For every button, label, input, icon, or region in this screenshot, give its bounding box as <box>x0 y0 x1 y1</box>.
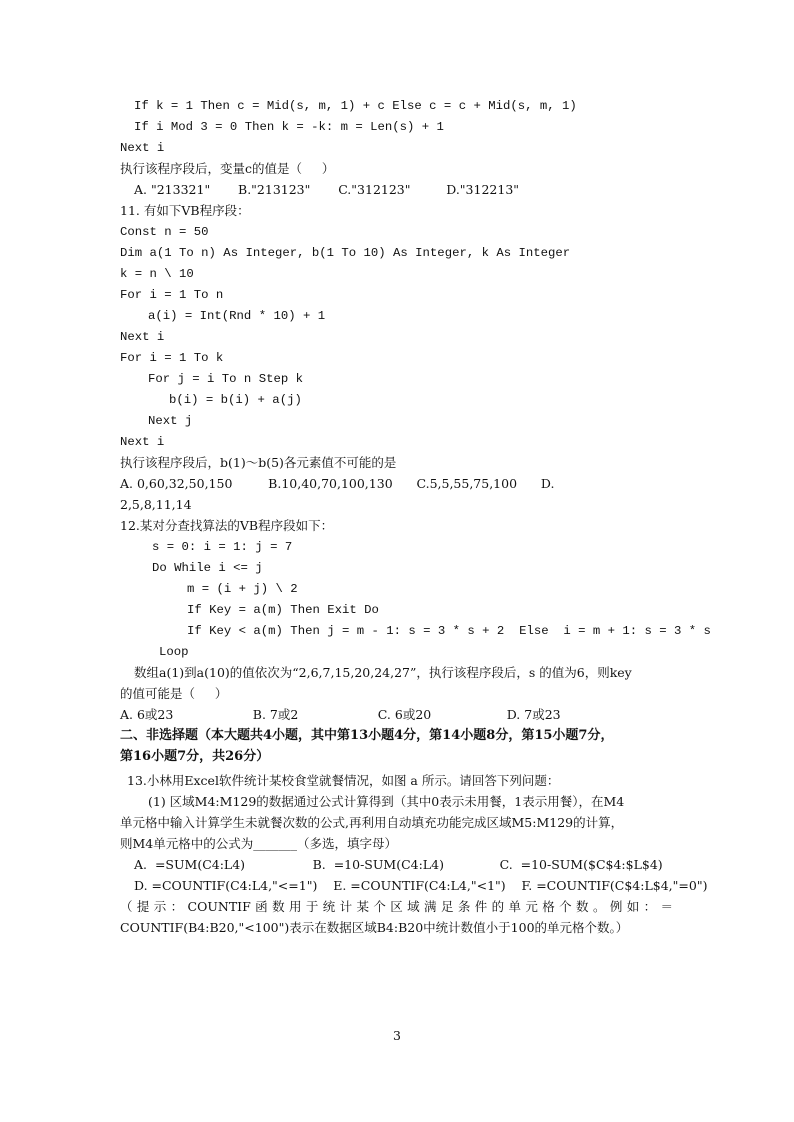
code-line: If Key < a(m) Then j = m - 1: s = 3 * s + 2 Else i = m + 1: s = 3 * s <box>187 624 711 638</box>
answer-options: A. 0,60,32,50,150 B.10,40,70,100,130 C.5,5,55,75,100 D. <box>120 476 555 491</box>
code-line: s = 0: i = 1: j = 7 <box>152 540 293 554</box>
code-line: Do While i <= j <box>152 561 263 575</box>
code-line: b(i) = b(i) + a(j) <box>169 393 302 407</box>
code-line: If k = 1 Then c = Mid(s, m, 1) + c Else c = c + Mid(s, m, 1) <box>134 99 577 113</box>
hint-text: （提示：COUNTIF函数用于统计某个区域满足条件的单元格个数。例如：＝ <box>120 899 673 914</box>
section-heading: 第16小题7分，共26分） <box>120 749 270 764</box>
code-line: For j = i To n Step k <box>148 372 303 386</box>
section-heading: 二、非选择题（本大题共4小题，其中第13小题4分，第14小题8分，第15小题7分， <box>120 728 614 743</box>
question-stem: 数组a(1)到a(10)的值依次为“2,6,7,15,20,24,27”，执行该程序段后，s 的值为6，则key <box>134 665 632 680</box>
code-line: a(i) = Int(Rnd * 10) + 1 <box>148 309 326 323</box>
hint-text: COUNTIF(B4:B20,"<100")表示在数据区域B4:B20中统计数值小于100的单元格个数。） <box>120 920 629 935</box>
page-number: 3 <box>393 1028 401 1043</box>
code-line: Const n = 50 <box>120 225 209 239</box>
question-title: 12.某对分查找算法的VB程序段如下： <box>120 518 334 533</box>
code-line: If Key = a(m) Then Exit Do <box>187 603 379 617</box>
answer-options: A. "213321" B."213123" C."312123" D."312213" <box>134 182 520 197</box>
question-stem: 执行该程序段后，变量c的值是（ ） <box>120 161 335 176</box>
code-line: For i = 1 To n <box>120 288 224 302</box>
code-line: Next i <box>120 141 165 155</box>
question-title: 13.小林用Excel软件统计某校食堂就餐情况，如图 a 所示。请回答下列问题： <box>127 773 560 788</box>
answer-options: A. =SUM(C4:L4) B. =10-SUM(C4:L4) C. =10-SUM($C$4:$L$4) <box>134 857 663 872</box>
answer-options: 2,5,8,11,14 <box>120 497 192 512</box>
code-line: If i Mod 3 = 0 Then k = -k: m = Len(s) + 1 <box>134 120 444 134</box>
code-line: Next i <box>120 435 165 449</box>
code-line: Loop <box>159 645 189 659</box>
question-stem: 则M4单元格中的公式为_______（多选，填字母） <box>120 836 398 851</box>
code-line: Dim a(1 To n) As Integer, b(1 To 10) As Integer, k As Integer <box>120 246 571 260</box>
answer-options: A. 6或23 B. 7或2 C. 6或20 D. 7或23 <box>120 707 561 722</box>
question-title: 11. 有如下VB程序段： <box>120 203 250 218</box>
code-line: Next j <box>148 414 193 428</box>
code-line: Next i <box>120 330 165 344</box>
question-stem: (1) 区域M4:M129的数据通过公式计算得到（其中0表示未用餐，1表示用餐），在M4 <box>148 794 625 809</box>
answer-options: D. =COUNTIF(C4:L4,"<=1") E. =COUNTIF(C4:L4,"<1") F. =COUNTIF(C$4:L$4,"=0") <box>134 878 708 893</box>
question-stem: 的值可能是（ ） <box>120 686 228 701</box>
question-stem: 单元格中输入计算学生未就餐次数的公式,再利用自动填充功能完成区域M5:M129的计算， <box>120 815 624 830</box>
code-line: m = (i + j) \ 2 <box>187 582 298 596</box>
code-line: For i = 1 To k <box>120 351 224 365</box>
code-line: k = n \ 10 <box>120 267 194 281</box>
question-stem: 执行该程序段后，b(1)～b(5)各元素值不可能的是 <box>120 455 397 470</box>
